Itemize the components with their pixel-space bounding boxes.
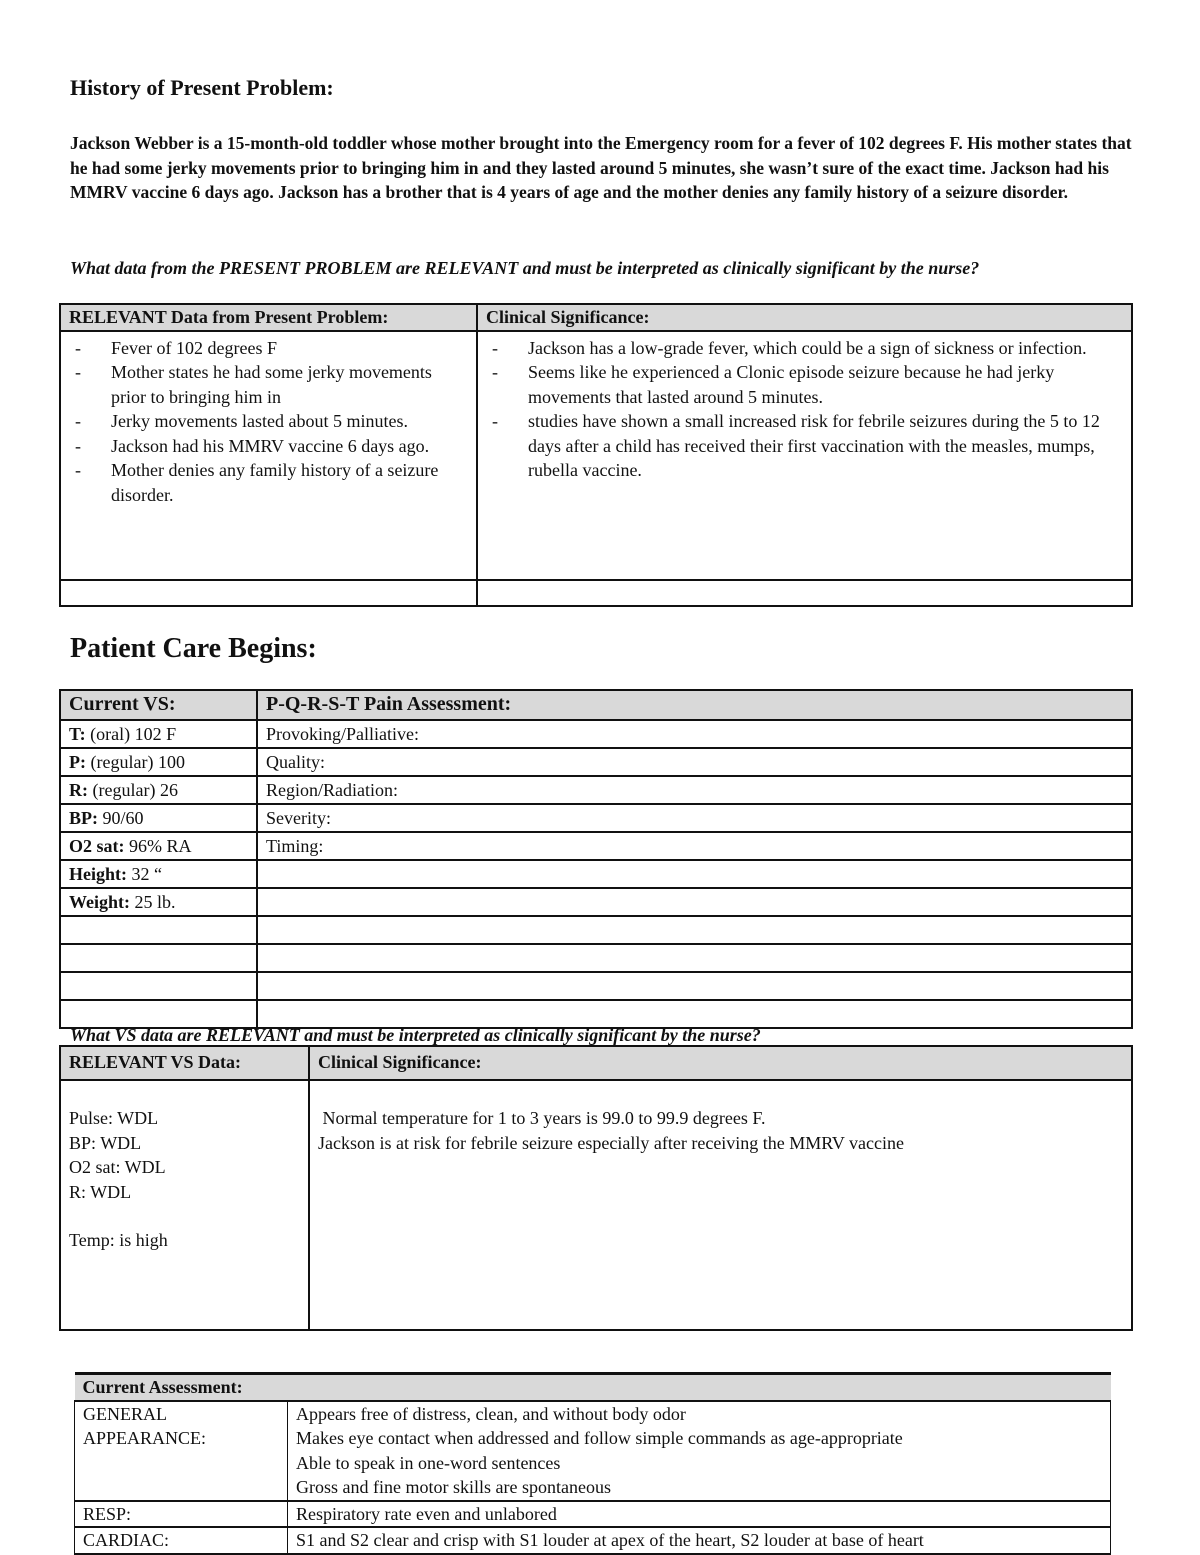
list-item: - Fever of 102 degrees F xyxy=(69,336,468,361)
current-vs-header: Current VS: xyxy=(60,690,257,720)
assessment-system: RESP: xyxy=(75,1501,288,1528)
assessment-findings xyxy=(288,1401,1111,1501)
vs-label: BP: xyxy=(69,808,98,828)
vs-significance-line: Jackson is at risk for febrile seizure especially after receiving the MMRV vaccine xyxy=(318,1132,905,1153)
vs-weight xyxy=(60,888,257,916)
assessment-findings xyxy=(288,1501,1111,1528)
list-item: - Seems like he experienced a Clonic episode seizure because he had jerky movements that lasted around 5 minutes. xyxy=(486,360,1123,409)
relevant-data-list xyxy=(69,336,468,508)
clinical-significance-list xyxy=(486,336,1123,483)
empty-cell xyxy=(60,944,257,972)
history-heading: History of Present Problem: xyxy=(70,75,334,100)
patient-care-heading: Patient Care Begins: xyxy=(70,633,317,664)
assessment-findings xyxy=(288,1527,1111,1554)
finding-line: Gross and fine motor skills are spontaneous xyxy=(296,1477,611,1497)
relevant-vs-header: RELEVANT VS Data: xyxy=(60,1046,309,1080)
vs-value: (regular) 26 xyxy=(88,780,178,800)
list-item: - Mother states he had some jerky movements prior to bringing him in xyxy=(69,360,468,409)
vs-data-line xyxy=(69,1204,300,1228)
vs-question: What VS data are RELEVANT and must be interpreted as clinically significant by the nurse? xyxy=(70,1025,761,1045)
list-item: - studies have shown a small increased risk for febrile seizures during the 5 to 12 days after a child has received their first vaccination with the measles, mumps, rubella vaccine. xyxy=(486,409,1123,483)
empty-cell xyxy=(477,580,1132,606)
list-item: - Jerky movements lasted about 5 minutes. xyxy=(69,409,468,434)
empty-cell xyxy=(60,916,257,944)
finding-line: S1 and S2 clear and crisp with S1 louder at apex of the heart, S2 louder at base of heart xyxy=(296,1530,924,1550)
current-assessment-header: Current Assessment: xyxy=(75,1374,1111,1401)
history-question: What data from the PRESENT PROBLEM are RELEVANT and must be interpreted as clinically significant by the nurse? xyxy=(70,258,980,278)
pain-quality: Quality: xyxy=(257,748,1132,776)
empty-cell xyxy=(257,888,1132,916)
vs-pulse xyxy=(60,748,257,776)
vs-data-line: BP: WDL xyxy=(69,1132,142,1153)
list-item: - Jackson has a low-grade fever, which could be a sign of sickness or infection. xyxy=(486,336,1123,361)
pain-timing: Timing: xyxy=(257,832,1132,860)
empty-cell xyxy=(257,944,1132,972)
vs-o2 xyxy=(60,832,257,860)
finding-line: Respiratory rate even and unlabored xyxy=(296,1503,557,1524)
finding-line: Able to speak in one-word sentences xyxy=(296,1452,561,1473)
vs-value: (regular) 100 xyxy=(86,752,185,772)
vs-significance-line: Normal temperature for 1 to 3 years is 99.0 to 99.9 degrees F. xyxy=(318,1108,766,1128)
empty-cell xyxy=(257,916,1132,944)
vs-label: P: xyxy=(69,752,86,772)
empty-cell xyxy=(60,580,477,606)
finding-line: Makes eye contact when addressed and follow simple commands as age-appropriate xyxy=(296,1428,903,1448)
vs-temp xyxy=(60,720,257,748)
vs-significance-cell xyxy=(309,1080,1132,1330)
vs-data-line: Pulse: WDL xyxy=(69,1108,159,1128)
list-item: - Mother denies any family history of a seizure disorder. xyxy=(69,458,468,507)
list-item: - Jackson had his MMRV vaccine 6 days ago. xyxy=(69,434,468,459)
pain-assessment-header: P-Q-R-S-T Pain Assessment: xyxy=(257,690,1132,720)
vs-bp xyxy=(60,804,257,832)
relevant-data-cell xyxy=(60,331,477,580)
vs-clinical-significance-header: Clinical Significance: xyxy=(309,1046,1132,1080)
vital-signs-table xyxy=(59,689,1133,1029)
vs-value: 90/60 xyxy=(98,808,144,828)
vs-value: (oral) 102 F xyxy=(85,724,177,744)
pain-region: Region/Radiation: xyxy=(257,776,1132,804)
vs-label: Weight: xyxy=(69,892,130,912)
clinical-significance-cell xyxy=(477,331,1132,580)
vs-value: 32 “ xyxy=(127,864,162,884)
vs-height xyxy=(60,860,257,888)
pain-provoking: Provoking/Palliative: xyxy=(257,720,1132,748)
relevant-vs-table xyxy=(59,1045,1133,1331)
vs-resp xyxy=(60,776,257,804)
vs-label: R: xyxy=(69,780,88,800)
vs-data-line: R: WDL xyxy=(69,1181,132,1202)
vs-data-line: O2 sat: WDL xyxy=(69,1157,166,1177)
finding-line: Appears free of distress, clean, and without body odor xyxy=(296,1403,686,1424)
vs-value: 96% RA xyxy=(124,836,192,856)
vs-label: O2 sat: xyxy=(69,836,125,856)
vs-data-line: Temp: is high xyxy=(69,1230,168,1250)
relevant-vs-data-cell xyxy=(60,1080,309,1330)
vs-value: 25 lb. xyxy=(130,892,176,912)
vs-label: Height: xyxy=(69,864,127,884)
clinical-significance-header: Clinical Significance: xyxy=(477,304,1132,331)
assessment-system: GENERAL APPEARANCE: xyxy=(75,1401,288,1501)
empty-cell xyxy=(257,860,1132,888)
vs-label: T: xyxy=(69,724,86,744)
pain-severity: Severity: xyxy=(257,804,1132,832)
assessment-system: CARDIAC: xyxy=(75,1527,288,1554)
present-problem-table xyxy=(59,303,1133,607)
history-paragraph: Jackson Webber is a 15-month-old toddler whose mother brought into the Emergency room for a fever of 102 degrees F. His mother states that he had some jerky movements prior to bringing him in and they lasted around 5 minutes, she wasn’t sure of the exact time. Jackson had his MMRV vaccine 6 days ago. Jackson has a brother that is 4 years of age and the mother denies any family history of a seizure disorder. xyxy=(70,133,1132,202)
empty-cell xyxy=(257,972,1132,1000)
empty-cell xyxy=(60,972,257,1000)
relevant-data-header: RELEVANT Data from Present Problem: xyxy=(60,304,477,331)
current-assessment-table xyxy=(74,1372,1111,1555)
